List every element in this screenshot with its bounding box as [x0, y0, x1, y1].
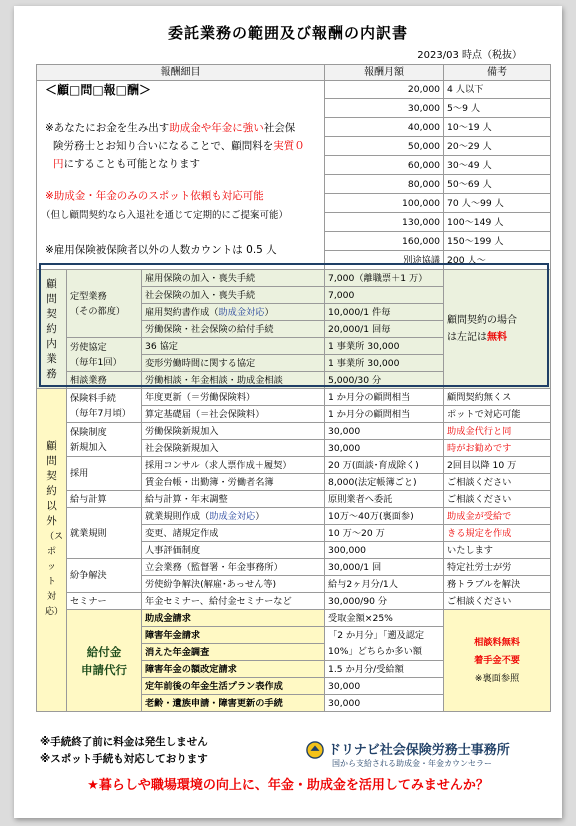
advisory-fee: 80,000 [325, 175, 444, 194]
outside-item: 人事評価制度 [142, 542, 325, 559]
outside-item: 労働保険新規加入 [142, 423, 325, 440]
outside-note: いたします [444, 542, 551, 559]
within-fee: 1 事業所 30,000 [325, 355, 444, 372]
advisory-note: 4 人以下 [444, 81, 551, 99]
outside-item: 助成金請求 [142, 610, 325, 627]
outside-item: 給与計算・年末調整 [142, 491, 325, 508]
outside-note: 時がお勧めです [444, 440, 551, 457]
outside-item: 障害年金請求 [142, 627, 325, 644]
outside-item: 変更、諸規定作成 [142, 525, 325, 542]
outside-fee: 30,000 [325, 440, 444, 457]
within-item: 雇用保険の加入・喪失手続 [142, 270, 325, 287]
within-fee: 20,000/1 回毎 [325, 321, 444, 338]
advisory-fee: 50,000 [325, 137, 444, 156]
outside-fee: 20 万(面談･育成除く) [325, 457, 444, 474]
outside-fee: 給与2ヶ月分/1人 [325, 576, 444, 593]
advisory-note: 10〜19 人 [444, 118, 551, 137]
consultation-label: 相談業務 [67, 372, 142, 389]
outside-fee: 30,000/90 分 [325, 593, 444, 610]
outside-fee: 10万〜40万(裏面参) [325, 508, 444, 525]
within-fee: 7,000（離職票＋1 万） [325, 270, 444, 287]
outside-item: 労使紛争解決(解雇･あっせん等) [142, 576, 325, 593]
outside-fee: 30,000/1 回 [325, 559, 444, 576]
header-note: 備考 [444, 65, 551, 81]
routine-work-label: 定型業務 （その都度） [67, 270, 142, 338]
outside-item: 就業規則作成（助成金対応） [142, 508, 325, 525]
outside-fee: 10 万〜20 万 [325, 525, 444, 542]
page-title: 委託業務の範囲及び報酬の内訳書 [167, 24, 408, 42]
header-fee: 報酬月額 [325, 65, 444, 81]
advisory-note: 20〜29 人 [444, 137, 551, 156]
advisory-fee: 60,000 [325, 156, 444, 175]
benefit-note: 相談料無料 着手金不要 ※裏面参照 [444, 610, 551, 712]
outside-note: 特定社労士が労 [444, 559, 551, 576]
outside-note: 2回目以降 10 万 [444, 457, 551, 474]
dispute-label: 紛争解決 [67, 559, 142, 593]
outside-fee: 300,000 [325, 542, 444, 559]
outside-fee: 受取金額×25% [325, 610, 444, 627]
outside-item: 年度更新（＝労働保険料） [142, 389, 325, 406]
outside-fee: 30,000 [325, 423, 444, 440]
outside-fee: 1 か月分の顧問相当 [325, 406, 444, 423]
advisory-fee: 20,000 [325, 81, 444, 99]
advisory-fee: 130,000 [325, 213, 444, 232]
outside-note: きる規定を作成 [444, 525, 551, 542]
within-item: 労働相談・年金相談・助成金相談 [142, 372, 325, 389]
advisory-text-cell [37, 81, 325, 270]
advisory-heading: ＜顧□問□報□酬＞ [45, 83, 152, 97]
within-item: 36 協定 [142, 338, 325, 355]
outside-item: 消えた年金調査 [142, 644, 325, 661]
headcount-note: ※雇用保険被保険者以外の人数カウントは 0.5 人 [45, 244, 277, 256]
spot-service-sub: （但し顧問契約なら入退社を通じて定期的にご提案可能） [41, 210, 289, 221]
outside-item: 賃金台帳・出勤簿・労働者名簿 [142, 474, 325, 491]
advisory-text-line3: 円にすることも可能となります [53, 158, 200, 170]
outside-fee: 原則業者へ委託 [325, 491, 444, 508]
outside-note: ポットで対応可能 [444, 406, 551, 423]
outside-fee: 「2 か月分」「遡及認定 [325, 627, 444, 644]
work-rules-label: 就業規則 [67, 508, 142, 559]
advisory-note: 30〜49 人 [444, 156, 551, 175]
payroll-label: 給与計算 [67, 491, 142, 508]
advisory-note: 200 人〜 [444, 251, 551, 270]
outside-note: 助成金代行と同 [444, 423, 551, 440]
within-item: 変形労働時間に関する協定 [142, 355, 325, 372]
hiring-label: 採用 [67, 457, 142, 491]
outside-note: 務トラブルを解決 [444, 576, 551, 593]
outside-fee: 1 か月分の顧問相当 [325, 389, 444, 406]
benefit-application-label: 給付金 申請代行 [67, 610, 142, 712]
fee-table [36, 64, 551, 712]
outside-item: 定年前後の年金生活プラン表作成 [142, 678, 325, 695]
advisory-fee: 160,000 [325, 232, 444, 251]
advisory-fee: 30,000 [325, 99, 444, 118]
outside-contract-label: 顧問契約以外 （スポット対応） [37, 389, 67, 712]
outside-fee: 8,000(法定帳簿ごと) [325, 474, 444, 491]
advisory-note: 50〜69 人 [444, 175, 551, 194]
advisory-text-line2: 険労務士とお知り合いになることで、顧問料を実質０ [53, 140, 305, 152]
slogan: ★暮らしや職場環境の向上に、年金・助成金を活用してみませんか？ [87, 778, 489, 793]
outside-note: ご相談ください [444, 593, 551, 610]
advisory-fee: 40,000 [325, 118, 444, 137]
outside-item: 老齢・遺族申請・障害更新の手続 [142, 695, 325, 712]
within-item: 労働保険・社会保険の給付手続 [142, 321, 325, 338]
outside-item: 年金セミナー、給付金セミナーなど [142, 593, 325, 610]
office-subtitle: 国から支給される助成金・年金カウンセラー [332, 759, 492, 768]
within-item: 雇用契約書作成（助成金対応） [142, 304, 325, 321]
premium-procedure-label: 保険料手続 （毎年7月頃） [67, 389, 142, 423]
advisory-fee: 100,000 [325, 194, 444, 213]
insurance-enrollment-label: 保険制度 新規加入 [67, 423, 142, 457]
document-page [14, 6, 562, 818]
advisory-note: 100〜149 人 [444, 213, 551, 232]
within-fee: 1 事業所 30,000 [325, 338, 444, 355]
outside-note: ご相談ください [444, 491, 551, 508]
advisory-fee: 別途協議 [325, 251, 444, 270]
outside-note: ご相談ください [444, 474, 551, 491]
outside-fee: 30,000 [325, 695, 444, 712]
outside-item: 採用コンサル（求人票作成＋履契） [142, 457, 325, 474]
outside-note: 助成金が受給で [444, 508, 551, 525]
advisory-note: 70 人〜99 人 [444, 194, 551, 213]
outside-item: 社会保険新規加入 [142, 440, 325, 457]
outside-fee: 10%」どちらか多い額 [325, 644, 444, 661]
outside-fee: 30,000 [325, 678, 444, 695]
footer-note-2: ※スポット手続も対応しております [40, 753, 208, 765]
within-item: 社会保険の加入・喪失手続 [142, 287, 325, 304]
outside-fee: 1.5 か月分/受給額 [325, 661, 444, 678]
labor-agreement-label: 労使協定 （毎年1回） [67, 338, 142, 372]
advisory-note: 150〜199 人 [444, 232, 551, 251]
outside-item: 立会業務（監督署・年金事務所） [142, 559, 325, 576]
within-note: 顧問契約の場合 は左記は無料 [444, 270, 551, 389]
outside-item: 障害年金の額改定請求 [142, 661, 325, 678]
advisory-text-line1: ※あなたにお金を生み出す助成金や年金に強い社会保 [45, 122, 296, 134]
advisory-note: 5〜9 人 [444, 99, 551, 118]
office-name: ドリナビ社会保険労務士事務所 [328, 743, 510, 758]
within-fee: 5,000/30 分 [325, 372, 444, 389]
spot-service-note: ※助成金・年金のみのスポット依頼も対応可能 [45, 190, 264, 202]
seminar-label: セミナー [67, 593, 142, 610]
office-logo-icon [306, 741, 324, 759]
date-note: 2023/03 時点（税抜） [417, 50, 522, 61]
within-fee: 7,000 [325, 287, 444, 304]
outside-item: 算定基礎届（＝社会保険料） [142, 406, 325, 423]
footer-note-1: ※手続終了前に料金は発生しません [40, 736, 208, 748]
within-contract-label: 顧問契約内業務 [37, 270, 67, 389]
within-fee: 10,000/1 件毎 [325, 304, 444, 321]
header-item: 報酬細目 [37, 65, 325, 81]
outside-note: 顧問契約無くス [444, 389, 551, 406]
